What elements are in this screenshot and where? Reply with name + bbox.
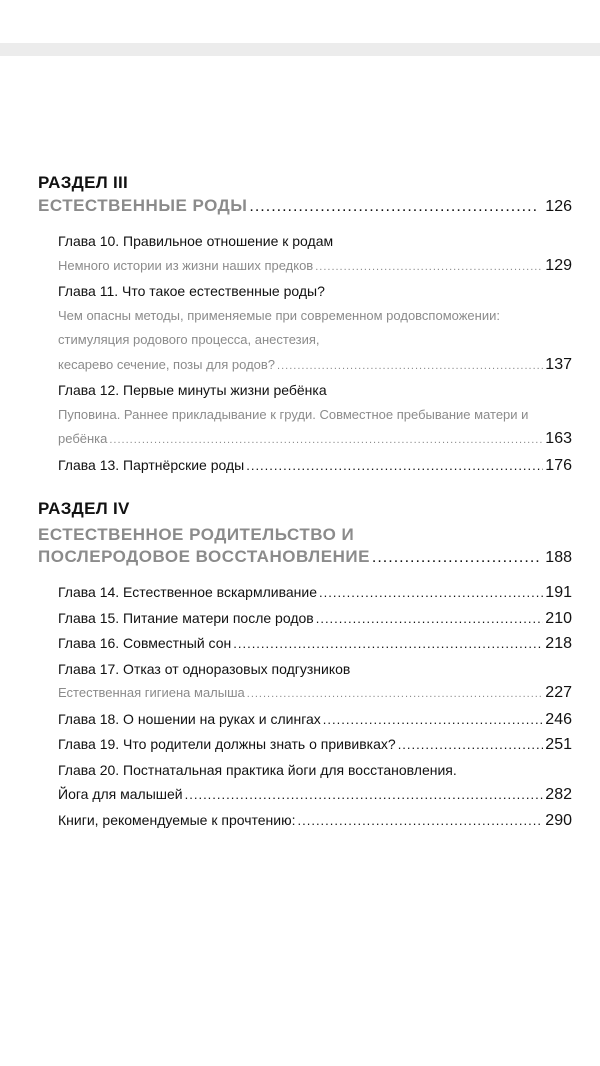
chapter-title: Глава 15. Питание матери после родов bbox=[58, 609, 314, 626]
entry-row bbox=[58, 681, 572, 707]
dot-leader bbox=[372, 549, 539, 567]
page-number: 191 bbox=[545, 584, 572, 601]
toc-entry bbox=[58, 631, 572, 657]
toc-entry bbox=[58, 657, 572, 707]
entry-row bbox=[58, 631, 572, 657]
page-number: 188 bbox=[545, 549, 572, 566]
page-number: 137 bbox=[545, 355, 572, 373]
entry-row bbox=[58, 453, 572, 479]
page-number: 126 bbox=[545, 198, 572, 215]
chapter-title: Глава 10. Правильное отношение к родам bbox=[58, 233, 334, 249]
dot-leader bbox=[247, 681, 544, 707]
top-bar bbox=[0, 43, 600, 56]
chapter-title: Глава 16. Совместный сон bbox=[58, 635, 232, 651]
entry-row bbox=[58, 353, 572, 379]
dot-leader bbox=[323, 707, 544, 733]
chapter-title: Книги, рекомендуемые к прочтению: bbox=[58, 811, 296, 828]
toc-entry bbox=[58, 808, 572, 834]
page-number: 210 bbox=[545, 609, 572, 627]
section-title: ПОСЛЕРОДОВОЕ ВОССТАНОВЛЕНИЕ bbox=[38, 547, 370, 566]
section-label: РАЗДЕЛ III bbox=[38, 173, 129, 192]
toc-entry bbox=[58, 279, 572, 378]
dot-leader bbox=[109, 427, 543, 453]
chapter-title: Глава 13. Партнёрские роды bbox=[58, 456, 245, 473]
entry-row bbox=[58, 580, 572, 606]
dot-leader bbox=[316, 606, 544, 632]
entry-row bbox=[58, 782, 572, 808]
dot-leader bbox=[249, 198, 539, 216]
toc-entry bbox=[58, 378, 572, 453]
page-number: 218 bbox=[545, 635, 572, 652]
section-spacer bbox=[38, 478, 572, 496]
toc-entry bbox=[58, 606, 572, 632]
page-number: 129 bbox=[545, 256, 572, 274]
dot-leader bbox=[277, 353, 543, 379]
entry-list bbox=[38, 580, 572, 833]
dot-leader bbox=[315, 254, 543, 280]
page-number: 163 bbox=[545, 430, 572, 447]
toc-entry bbox=[58, 229, 572, 279]
section-title-row bbox=[38, 196, 572, 221]
toc-entry bbox=[58, 580, 572, 606]
chapter-subtitle: Пуповина. Раннее прикладывание к груди. Совместное пребывание матери и bbox=[58, 406, 529, 422]
entry-row bbox=[58, 606, 572, 632]
dot-leader bbox=[398, 732, 544, 758]
page-number: 290 bbox=[545, 811, 572, 829]
table-of-contents bbox=[38, 170, 572, 833]
entry-row bbox=[58, 808, 572, 834]
chapter-title: Глава 14. Естественное вскармливание bbox=[58, 584, 317, 600]
chapter-title: Глава 20. Постнатальная практика йоги для восстановления. bbox=[58, 761, 457, 778]
toc-entry bbox=[58, 732, 572, 758]
chapter-title: Йога для малышей bbox=[58, 786, 183, 802]
section-title: ЕСТЕСТВЕННЫЕ РОДЫ bbox=[38, 196, 248, 215]
chapter-subtitle: стимуляция родового процесса, анестезия, bbox=[58, 332, 320, 347]
page-number: 176 bbox=[545, 456, 572, 474]
chapter-subtitle: Немного истории из жизни наших предков bbox=[58, 257, 314, 273]
toc-entry bbox=[58, 707, 572, 733]
entry-row bbox=[58, 707, 572, 733]
entry-row bbox=[58, 427, 572, 453]
entry-list bbox=[38, 229, 572, 478]
section-title: ЕСТЕСТВЕННОЕ РОДИТЕЛЬСТВО И bbox=[38, 525, 355, 544]
toc-section bbox=[38, 496, 572, 833]
dot-leader bbox=[185, 782, 544, 808]
chapter-title: Глава 17. Отказ от одноразовых подгузников bbox=[58, 660, 351, 677]
dot-leader bbox=[246, 453, 543, 479]
chapter-subtitle: Естественная гигиена малыша bbox=[58, 685, 245, 700]
chapter-title: Глава 12. Первые минуты жизни ребёнка bbox=[58, 382, 327, 398]
page-number: 246 bbox=[545, 710, 572, 728]
entry-row bbox=[58, 254, 572, 280]
chapter-subtitle: Чем опасны методы, применяемые при современном родовспоможении: bbox=[58, 307, 500, 323]
toc-entry bbox=[58, 758, 572, 808]
page-number: 251 bbox=[545, 736, 572, 753]
page-number: 282 bbox=[545, 786, 572, 803]
dot-leader bbox=[298, 808, 544, 834]
entry-row bbox=[58, 732, 572, 758]
section-label: РАЗДЕЛ IV bbox=[38, 499, 130, 518]
toc-entry bbox=[58, 453, 572, 479]
dot-leader bbox=[233, 631, 543, 657]
section-title-row bbox=[38, 547, 572, 572]
chapter-title: Глава 19. Что родители должны знать о прививках? bbox=[58, 736, 396, 752]
chapter-subtitle: кесарево сечение, позы для родов? bbox=[58, 356, 276, 372]
page-number: 227 bbox=[545, 684, 572, 701]
chapter-title: Глава 18. О ношении на руках и слингах bbox=[58, 710, 321, 727]
toc-section bbox=[38, 170, 572, 478]
chapter-title: Глава 11. Что такое естественные роды? bbox=[58, 283, 325, 299]
dot-leader bbox=[319, 580, 543, 606]
chapter-subtitle: ребёнка bbox=[58, 431, 108, 446]
